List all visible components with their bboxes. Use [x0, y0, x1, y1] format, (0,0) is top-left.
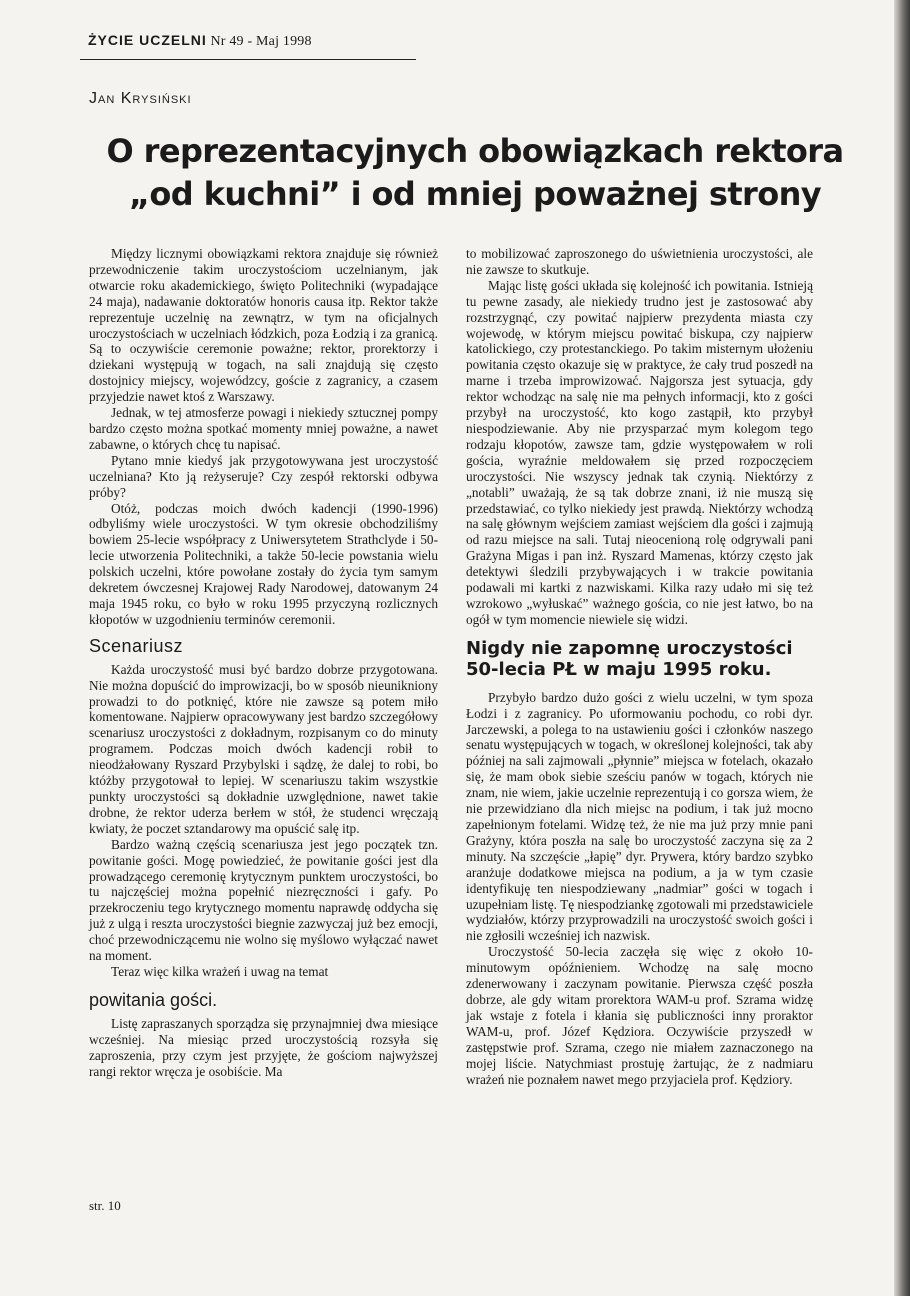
paragraph: Bardzo ważną częścią scenariusza jest jego początek tzn. powitanie gości. Mogę powiedzieć, że powitanie gości jest dla prowadzącego ceremonię krytycznym punktem uroczystości, bo tu najczęściej można popełnić niezręczności i gafy. Po przekroczeniu tego krytycznego momentu naprawdę oddycha się już z ulgą i reszta uroczystości biegnie zazwyczaj już bez emocji, choć przewodniczącemu nie wolno się myślowo wyłączać nawet na moment. [89, 836, 438, 964]
paragraph: to mobilizować zaproszonego do uświetnienia uroczystości, ale nie zawsze to skutkuje. [466, 246, 813, 277]
paragraph: Między licznymi obowiązkami rektora znajduje się również przewodniczenie takim uroczystościom uczelnianym, jak otwarcie roku akademickiego, święto Politechniki (wypadające 24 maja), nadawanie doktoratów honoris causa itp. Rektor także reprezentuje uczelnię na zewnątrz, w tym na oficjalnych uroczystościach w uczelniach łódzkich, poza Łodzią i za granicą. Są to oczywiście ceremonie poważne; rektor, prorektorzy i dziekani występują w togach, na sali znajdują się często dostojnicy miejscy, wojewódzcy, goście z zagranicy, a czasem przyjedzie nawet ktoś z Warszawy. [89, 246, 438, 405]
paragraph: Teraz więc kilka wrażeń i uwag na temat [111, 963, 329, 979]
section-heading-powitania: powitania gości. [89, 989, 218, 1010]
section-heading-nigdy: Nigdy nie zapomnę uroczystości 50-lecia PŁ w maju 1995 roku. [466, 637, 793, 680]
paragraph: Jednak, w tej atmosferze powagi i niekiedy sztucznej pompy bardzo często można spotkać momenty mniej poważne, a nawet zabawne, o których chcę tu napisać. [89, 405, 438, 452]
header-rule [80, 59, 416, 60]
section-heading-scenariusz: Scenariusz [89, 635, 184, 656]
page-edge-shadow [894, 0, 910, 1296]
paragraph: Uroczystość 50-lecia zaczęła się więc z około 10-minutowym opóźnieniem. Wchodzę na salę mocno zdenerwowany i zaczynam powitanie. Pierwsza część poszła dobrze, ale gdy witam prorektora WAM-u prof. Szrama widzę jak wstaje z fotela i kłania się publiczności inny proraktor WAM-u, prof. Józef Kędziora. Oczywiście przyszedł w zastępstwie prof. Szrama, czego nie miałem zaznaczonego na mojej liście. Natychmiast prostuję żartując, że z nadmiaru wrażeń nie poznałem nawet mego przyjaciela prof. Kędziory. [466, 944, 813, 1087]
article-author: Jan Krysiński [89, 90, 192, 107]
magazine-name: ŻYCIE UCZELNI [88, 32, 207, 48]
right-column [466, 246, 813, 1087]
title-line-2: „od kuchni” i od mniej poważnej strony [128, 175, 822, 213]
paragraph: Pytano mnie kiedyś jak przygotowywana jest uroczystość uczelniana? Kto ją reżyseruje? Czy zespół rektorski odbywa próby? [89, 452, 438, 500]
running-header [88, 32, 312, 50]
paragraph: Przybyło bardzo dużo gości z wielu uczelni, w tym spoza Łodzi i z zagranicy. Po uformowaniu pochodu, co robi dyr. Jarczewski, a polega to na ustawieniu gości i członków naszego senatu występujących w togach, w określonej kolejności, tak aby później na sali zajmowali „płynnie” miejsca w fotelach, okazało się, że mam obok siebie sześciu panów w togach, których nie znam, nie wiem, jakie uczelnie reprezentują i co gorsza wiem, że nie przewidziano dla nich miejsc na podium, i tak już mocno zapełnionym fotelami. Widzę też, że nie ma już przy mnie pani Grażyny, która poszła na salę bo uroczystość zaczyna się za 2 minuty. Na szczęście „łapię” dyr. Prywera, który bardzo szybko aranżuje dodatkowe miejsca na podium, a ja w tym czasie identyfikuję ten niespodziewany „nadmiar” gości w togach i uzupełniam listę. Tę niespodziankę zgotowali mi przedstawiciele wydziałów, którzy przyprowadzili na uroczystość swoich gości i nie zgłosili wcześniej ich nazwisk. [466, 689, 813, 944]
issue-info: Nr 49 - Maj 1998 [210, 34, 312, 49]
paragraph: Otóż, podczas moich dwóch kadencji (1990-1996) odbyliśmy wiele uroczystości. W tym okresie obchodziliśmy bowiem 25-lecie współpracy z Uniwersytetem Strathclyde i 50-lecie utworzenia Politechniki, a także 50-lecie powstania wielu polskich uczelni, które powołane zostały do życia tym samym dekretem ówczesnej Krajowej Rady Narodowej, datowanym 24 maja 1945 roku, co było w roku 1995 przyczyną rozlicznych kłopotów w uzgodnieniu terminów ceremonii. [89, 500, 438, 627]
paragraph: Każda uroczystość musi być bardzo dobrze przygotowana. Nie można dopuścić do improwizacji, bo w sposób nieunikniony prowadzi to do potknięć, które nie zawsze są potem miło komentowane. Najpierw opracowywany jest bardzo szczegółowy scenariusz uroczystości z dokładnym, rozpisanym co do minuty programem. Podczas moich dwóch kadencji robił to nieodżałowany Ryszard Przybylski i sądzę, że dalej to robi, bo któżby przygotował to lepiej. W scenariuszu takim wszystkie punkty uroczystości są dokładnie uzwględnione, nawet takie drobne, że rektor uderza berłem w stół, że studenci wręczają kwiaty, że poczet sztandarowy ma opuścić salę itp. [89, 661, 438, 836]
page-number: str. 10 [89, 1198, 121, 1213]
left-column [89, 246, 438, 1080]
article-title [60, 130, 890, 216]
title-line-1: O reprezentacyjnych obowiązkach rektora [106, 132, 844, 170]
paragraph: Listę zapraszanych sporządza się przynajmniej dwa miesiące wcześniej. Na miesiąc przed uroczystością rozsyła się zaproszenia, przy czym jest przyjęte, że gościom najwyższej rangi rektor wręcza je osobiście. Ma [89, 1015, 438, 1079]
paragraph: Mając listę gości układa się kolejność ich powitania. Istnieją tu pewne zasady, ale niekiedy trudno jest je zastosować aby rozstrzygnąć, czy powitać najpierw prezydenta miasta czy wojewodę, w którym miejscu powitać biskupa, czy najpierw katolickiego, czy protestanckiego. Po takim misternym ułożeniu powitania często okazuje się w praktyce, że cały trud poszedł na marne i trzeba improwizować. Najgorsza jest sytuacja, gdy rektor wchodząc na salę nie ma pełnych informacji, kto z gości przybył na uroczystość, kto kogo zastąpił, kto przybył niespodziewanie. Aby nie przysparzać mym kolegom tego rodzaju kłopotów, zawsze tam, gdzie występowałem w roli gościa, wyraźnie meldowałem się przed rozpoczęciem uroczystości. Nie wszyscy jednak tak czynią. Niektórzy z „notabli” uważają, że są tak dobrze znani, iż nie muszą się przedstawiać, co tylko niekiedy jest prawdą. Niektórzy wchodzą na salę głównym wejściem zamiast wejściem dla gości i zajmują od razu miejsce na sali. Tutaj nieocenioną rolę odgrywali pani Grażyna Migas i pan inż. Ryszard Mamenas, którzy często jak detektywi śledzili przybywających i w trakcie powitania podawali mi kartki z nazwiskami. Kilka razy udało mi się też wzrokowo „wyłuskać” ważnego gościa, co nie jest łatwo, bo na ogół w tym momencie niewiele się widzi. [466, 277, 813, 627]
